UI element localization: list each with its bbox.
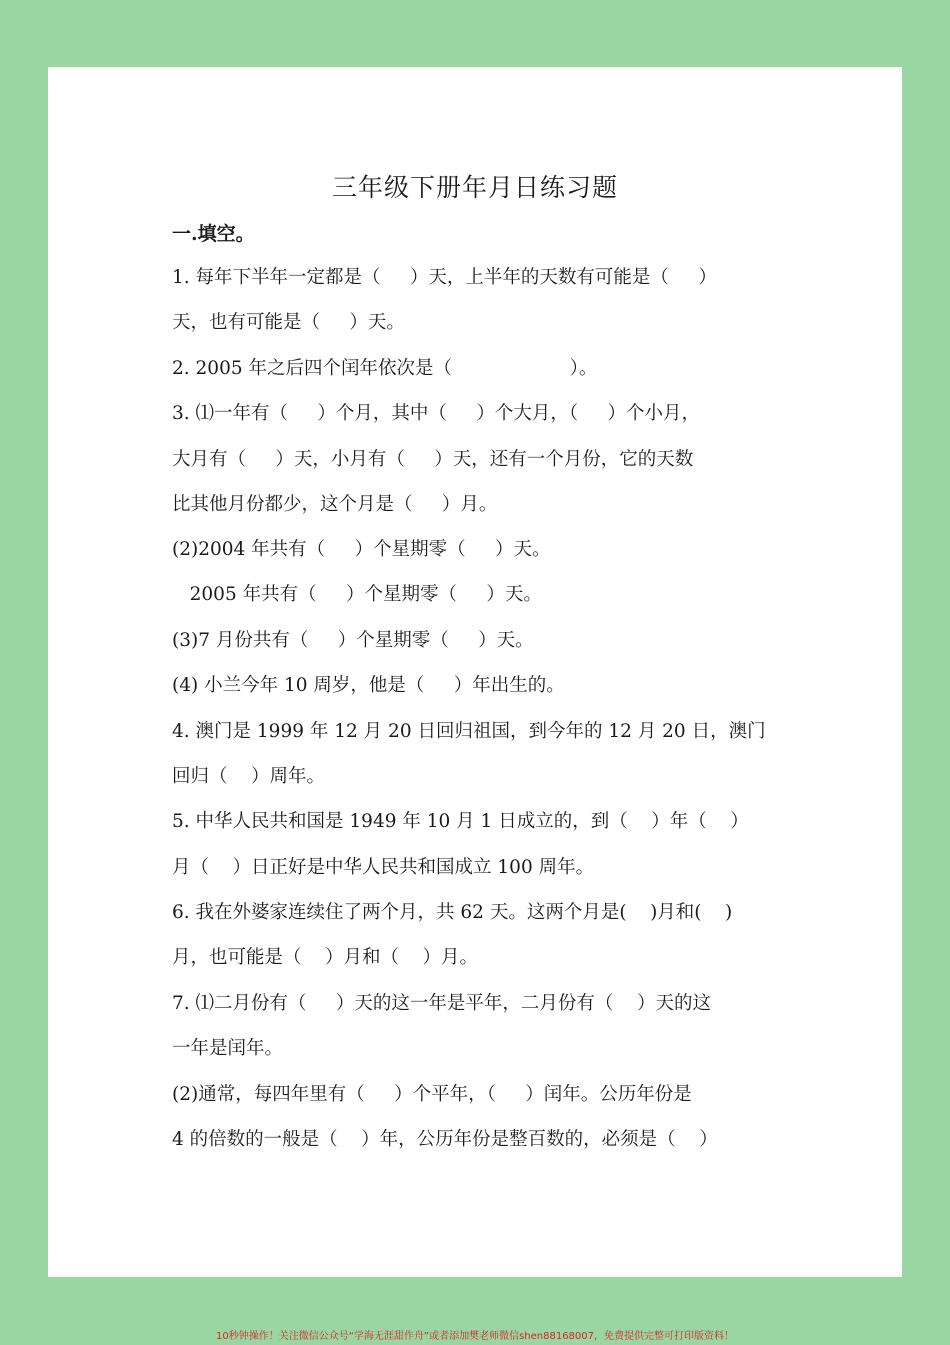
question-line: (3)7 月份共有（ ）个星期零（ ）天。 [172,630,534,651]
question-line: 月（ ）日正好是中华人民共和国成立 100 周年。 [172,857,595,878]
question-line: 大月有（ ）天，小月有（ ）天，还有一个月份，它的天数 [172,449,694,470]
question-line: (4) 小兰今年 10 周岁，他是（ ）年出生的。 [172,675,565,696]
question-line: 5. 中华人民共和国是 1949 年 10 月 1 日成立的，到（ ）年（ ） [172,811,749,832]
question-line: 7. ⑴二月份有（ ）天的这一年是平年，二月份有（ ）天的这 [172,993,711,1014]
question-line: (2)2004 年共有（ ）个星期零（ ）天。 [172,539,551,560]
page-title: 三年级下册年月日练习题 [331,173,618,202]
question-line: 月，也可能是（ ）月和（ ）月。 [172,947,479,968]
question-line: 2. 2005 年之后四个闰年依次是（ ）。 [172,358,598,379]
worksheet-page [48,67,902,1277]
section-heading: 一.填空。 [172,223,255,245]
question-line: 比其他月份都少，这个月是（ ）月。 [172,494,498,515]
question-line: 1. 每年下半年一定都是（ ）天，上半年的天数有可能是（ ） [172,267,717,288]
question-line: 天，也有可能是（ ）天。 [172,312,405,333]
question-line: 2005 年共有（ ）个星期零（ ）天。 [172,584,542,605]
question-line: (2)通常，每四年里有（ ）个平年，（ ）闰年。公历年份是 [172,1084,692,1105]
question-line: 6. 我在外婆家连续住了两个月，共 62 天。这两个月是( )月和( ) [172,902,733,923]
question-line: 4 的倍数的一般是（ ）年，公历年份是整百数的，必须是（ ） [172,1129,718,1150]
promo-footer: 10秒钟操作！关注微信公众号“学海无涯甜作舟”或者添加樊老师微信shen88168007，免费提供完整可打印版资料！ [215,1331,735,1342]
question-line: 3. ⑴一年有（ ）个月，其中（ ）个大月，（ ）个小月， [172,403,700,424]
question-line: 回归（ ）周年。 [172,766,326,787]
question-line: 4. 澳门是 1999 年 12 月 20 日回归祖国，到今年的 12 月 20 日，澳门 [172,721,766,742]
question-line: 一年是闰年。 [172,1038,284,1059]
